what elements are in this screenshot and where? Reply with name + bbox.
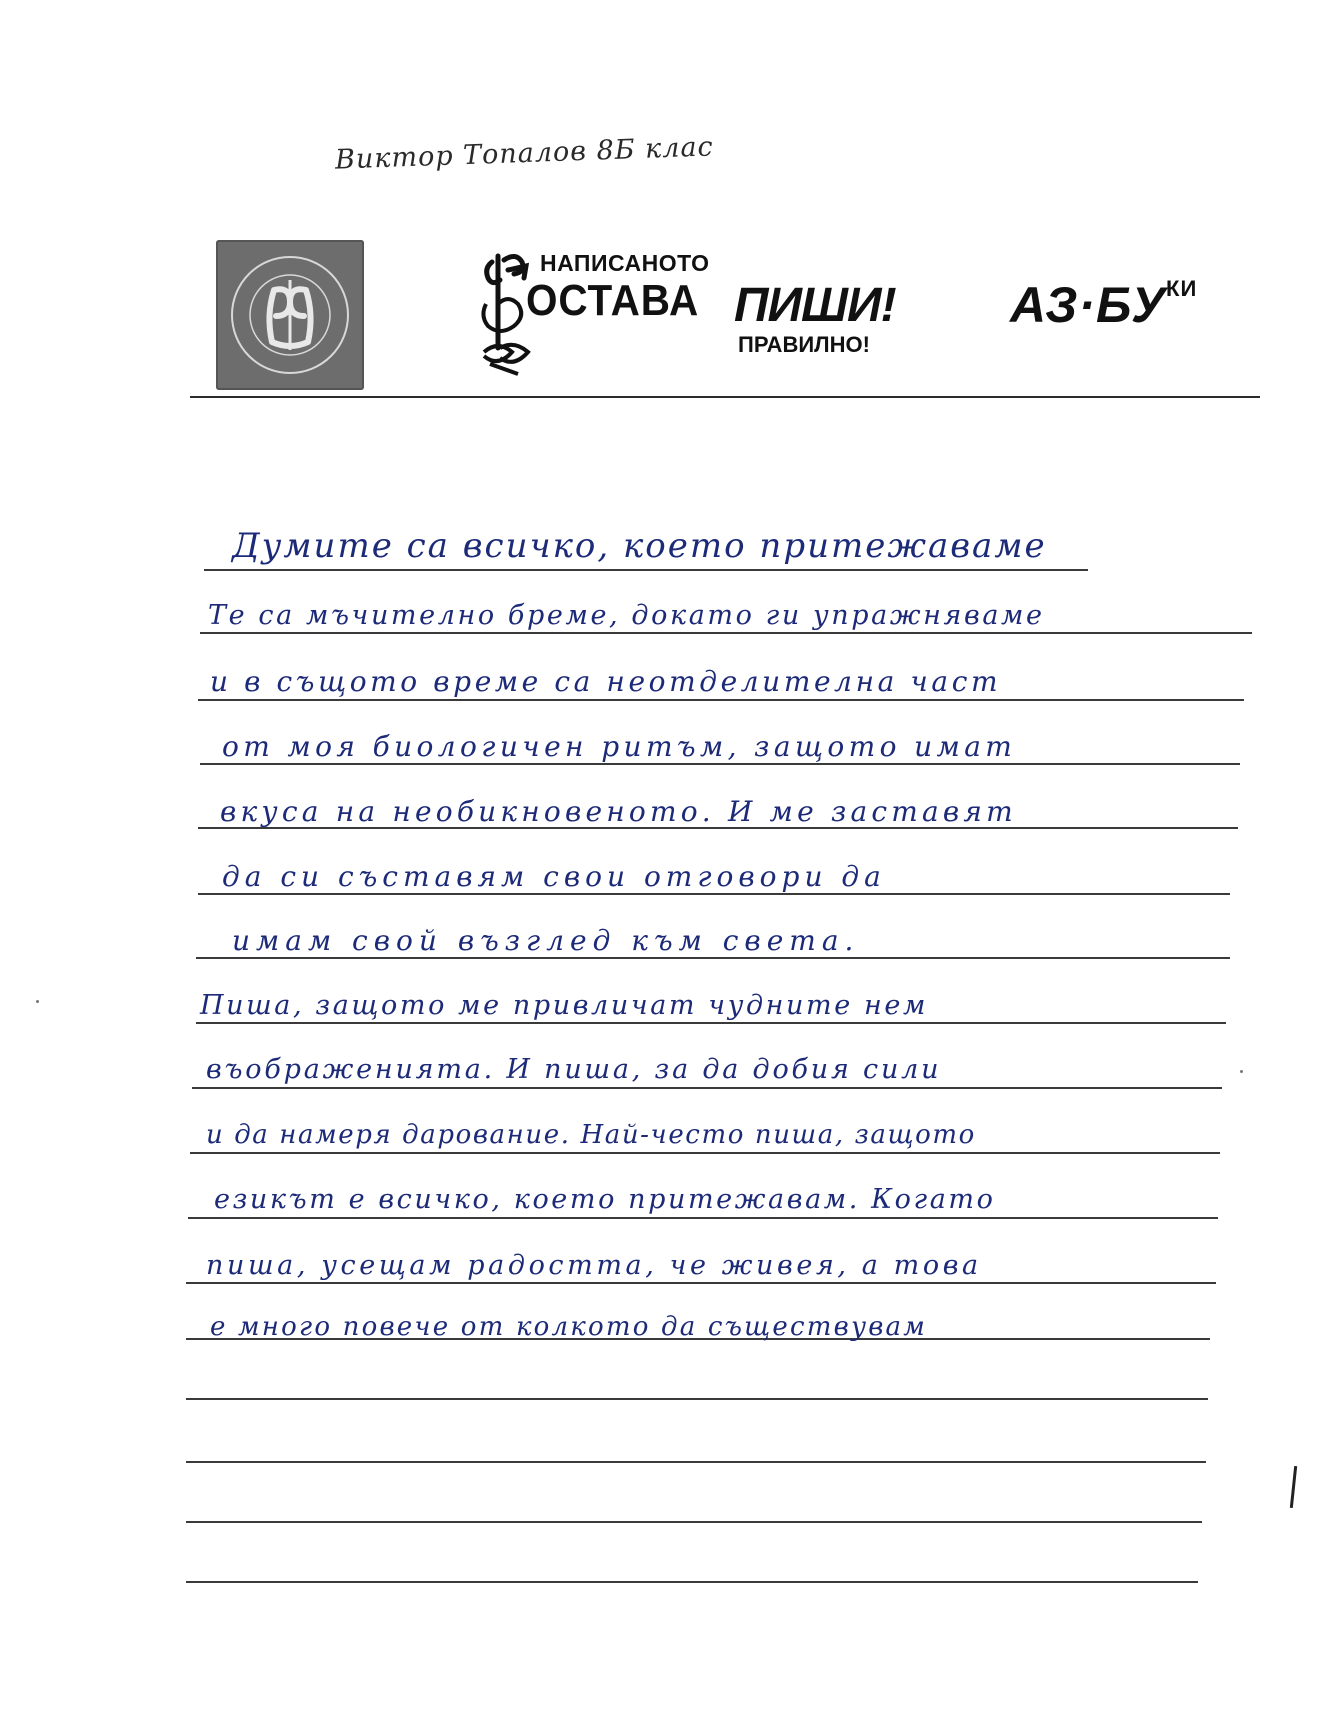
azbuki-main: АЗ·БУ — [1010, 277, 1167, 333]
ruled-line — [188, 1217, 1218, 1219]
ruled-line — [186, 1461, 1206, 1463]
institute-logo — [216, 240, 364, 390]
student-name: Виктор Топалов 8Б клас — [334, 131, 715, 176]
ruled-line — [192, 1087, 1222, 1089]
scan-speck — [1240, 1070, 1243, 1073]
essay-line-6: да си съставям свои отговори да — [222, 860, 886, 893]
essay-line-3: и в същото време са неотделителна част — [210, 665, 1002, 698]
ruled-line — [190, 1152, 1220, 1154]
essay-line-12: пиша, усещам радостта, че живея, а това — [206, 1250, 982, 1281]
essay-line-11: езикът е всичко, което притежавам. Когато — [214, 1184, 996, 1215]
essay-line-5: вкуса на необикновеното. И ме заставят — [220, 795, 1017, 828]
essay-line-2: Те са мъчително бреме, докато ги упражняваме — [208, 600, 1045, 631]
ruled-line — [200, 763, 1240, 765]
ruled-line — [186, 1521, 1202, 1523]
essay-line-4: от моя биологичен ритъм, защото имат — [222, 730, 1017, 763]
essay-line-8: Пиша, защото ме привличат чудните нем — [200, 990, 928, 1021]
ruled-line — [186, 1282, 1216, 1284]
essay-line-13: е много повече от колкото да съществувам — [210, 1312, 928, 1342]
campaign-line2: ОСТАВА — [526, 276, 700, 325]
ruled-line — [196, 1022, 1226, 1024]
ruled-line — [198, 893, 1230, 895]
essay-line-1: Думите са всичко, което притежаваме — [232, 526, 1047, 566]
ruled-line — [186, 1581, 1198, 1583]
campaign-line1: НАПИСАНОТО — [540, 250, 710, 276]
azbuki-logo — [1010, 276, 1197, 334]
campaign-logo — [478, 246, 938, 378]
azbuki-sup: КИ — [1166, 276, 1198, 301]
ruled-line — [198, 699, 1244, 701]
pishi-subtitle: ПРАВИЛНО! — [738, 332, 870, 357]
essay-line-7: имам свой възглед към света. — [232, 924, 860, 957]
ruled-line — [204, 569, 1088, 571]
essay-line-9: въображенията. И пиша, за да добия сили — [206, 1054, 942, 1085]
ruled-line — [200, 632, 1252, 634]
pishi-title: ПИШИ! — [734, 279, 896, 332]
margin-pen-mark — [1290, 1466, 1297, 1508]
header-divider — [190, 396, 1260, 398]
scan-speck — [36, 1000, 39, 1003]
ruled-line — [186, 1398, 1208, 1400]
essay-line-10: и да намеря дарование. Най-често пиша, защото — [206, 1120, 976, 1150]
ruled-line — [196, 957, 1230, 959]
